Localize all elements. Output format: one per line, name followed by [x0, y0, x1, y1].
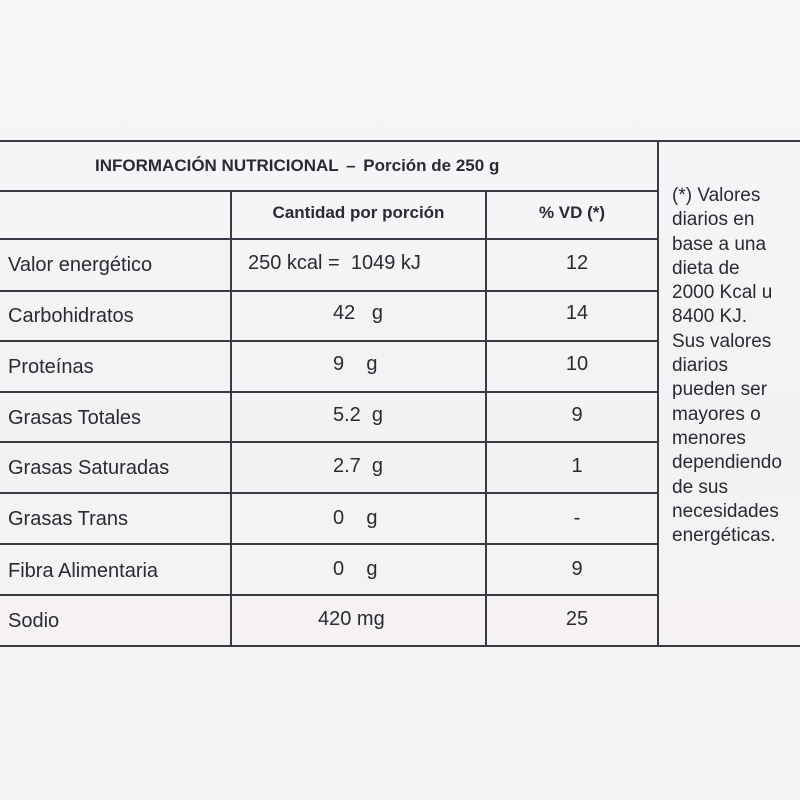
row-amount: 5.2 g: [333, 404, 384, 426]
row-vd: 1: [571, 455, 583, 477]
footnote-line: dependiendo: [672, 452, 782, 474]
row-divider: [0, 340, 658, 342]
row-vd: 9: [571, 558, 583, 580]
header-amount: Cantidad por porción: [272, 203, 445, 222]
footnote-line: 2000 Kcal u: [672, 282, 773, 304]
footnote-line: mayores o: [672, 403, 761, 425]
footnote-line: Sus valores: [672, 330, 772, 352]
row-vd: 9: [571, 404, 583, 426]
row-amount: 250 kcal = 1049 kJ: [248, 252, 421, 274]
row-amount: 0 g: [333, 558, 378, 580]
row-name: Fibra Alimentaria: [8, 560, 159, 582]
row-name: Valor energético: [8, 254, 153, 276]
label-title: [95, 156, 499, 176]
row-amount: 42 g: [333, 302, 384, 324]
row-divider: [0, 238, 658, 240]
row-divider: [0, 391, 658, 393]
row-divider: [0, 543, 658, 545]
row-vd: 10: [565, 353, 589, 375]
row-name: Grasas Totales: [8, 407, 142, 429]
footnote: [672, 184, 800, 548]
footnote-line: energéticas.: [672, 525, 776, 547]
row-divider: [0, 492, 658, 494]
footnote-line: de sus: [672, 476, 728, 498]
row-divider: [0, 594, 658, 596]
column-divider: [230, 190, 232, 646]
row-name: Sodio: [8, 610, 60, 632]
footnote-line: diarios en: [672, 209, 755, 231]
row-amount: 420 mg: [318, 608, 385, 630]
table-bottom-border: [0, 645, 800, 647]
footnote-line: (*) Valores: [672, 185, 761, 206]
row-amount: 9 g: [333, 353, 378, 375]
title-portion: Porción de 250 g: [363, 156, 500, 175]
footnote-line: 8400 KJ.: [672, 306, 747, 328]
row-vd: 14: [565, 302, 589, 324]
header-vd: % VD (*): [538, 203, 606, 222]
title-main: INFORMACIÓN NUTRICIONAL: [95, 156, 339, 175]
row-name: Grasas Trans: [8, 508, 129, 530]
row-divider: [0, 290, 658, 292]
title-dash: –: [346, 156, 356, 175]
footnote-line: base a una: [672, 233, 767, 255]
row-divider: [0, 441, 658, 443]
row-amount: 0 g: [333, 507, 378, 529]
footnote-line: diarios: [672, 355, 728, 377]
row-name: Proteínas: [8, 356, 94, 378]
row-name: Carbohidratos: [8, 305, 134, 327]
row-name: Grasas Saturadas: [8, 457, 170, 479]
row-vd: 25: [565, 608, 589, 630]
row-amount: 2.7 g: [333, 455, 384, 477]
footnote-line: dieta de: [672, 257, 740, 279]
footnote-line: menores: [672, 427, 746, 449]
row-vd: 12: [565, 252, 589, 274]
header-divider: [0, 190, 658, 192]
table-top-border: [0, 140, 800, 142]
footnote-line: necesidades: [672, 500, 779, 522]
footnote-line: pueden ser: [672, 379, 768, 401]
row-vd: -: [573, 507, 581, 529]
